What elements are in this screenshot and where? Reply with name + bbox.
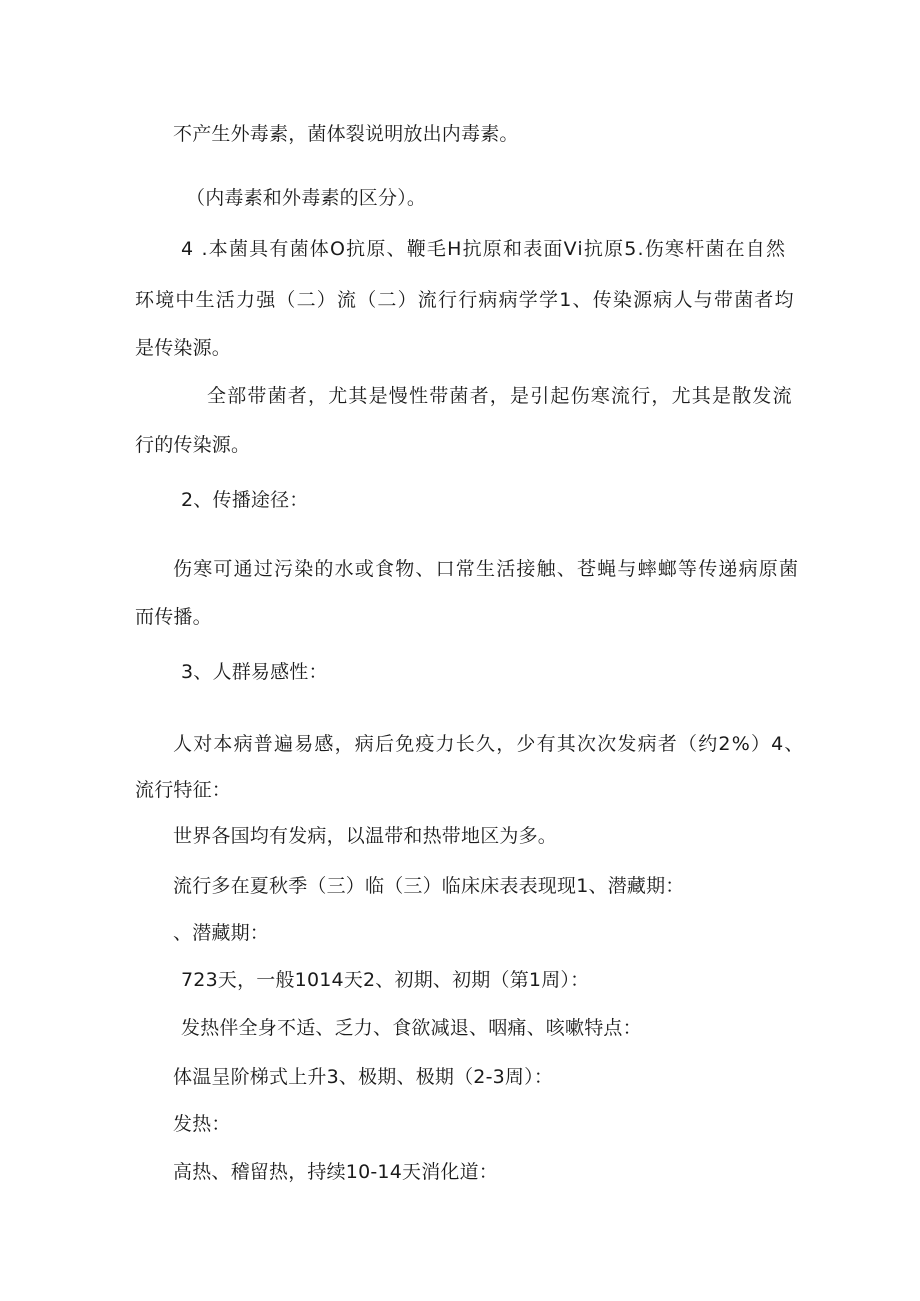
text-line-4: 环境中生活力强（二）流（二）流行行病病学学1、传染源病人与带菌者均 (135, 289, 795, 311)
text-line-10: 而传播。 (135, 606, 212, 628)
text-line-7: 行的传染源。 (135, 434, 251, 456)
text-line-9: 伤寒可通过污染的水或食物、口常生活接触、苍蝇与蟀螂等传递病原菌 (173, 558, 800, 580)
text-line-21: 高热、稽留热，持续10-14天消化道： (173, 1161, 499, 1183)
text-line-11: 3、人群易感性： (181, 661, 328, 683)
text-line-2: （内毒素和外毒素的区分）。 (186, 187, 427, 209)
text-line-17: 723天，一般1014天2、初期、初期（第1周）： (181, 969, 590, 991)
text-line-20: 发热： (173, 1113, 231, 1135)
text-line-19: 体温呈阶梯式上升3、极期、极期（2-3周）： (173, 1066, 554, 1088)
text-line-3: 4 .本菌具有菌体O抗原、鞭毛H抗原和表面Vi抗原5.伤寒杆菌在自然 (181, 238, 787, 260)
text-line-6: 全部带菌者，尤其是慢性带菌者，是引起伤寒流行，尤其是散发流 (207, 385, 793, 407)
text-line-12: 人对本病普遍易感，病后免疫力长久，少有其次次发病者（约2%）4、 (173, 733, 805, 755)
text-line-18: 发热伴全身不适、乏力、食欲减退、咽痛、咳嗽特点： (181, 1017, 642, 1039)
text-line-8: 2、传播途径： (181, 489, 309, 511)
text-line-13: 流行特征： (135, 779, 232, 801)
text-line-15: 流行多在夏秋季（三）临（三）临床床表表现现1、潜藏期： (173, 875, 685, 897)
text-line-5: 是传染源。 (135, 337, 232, 359)
text-line-16: 、潜藏期： (173, 922, 270, 944)
text-line-1: 不产生外毒素，菌体裂说明放出内毒素。 (173, 123, 519, 145)
text-line-14: 世界各国均有发病，以温带和热带地区为多。 (173, 825, 558, 847)
